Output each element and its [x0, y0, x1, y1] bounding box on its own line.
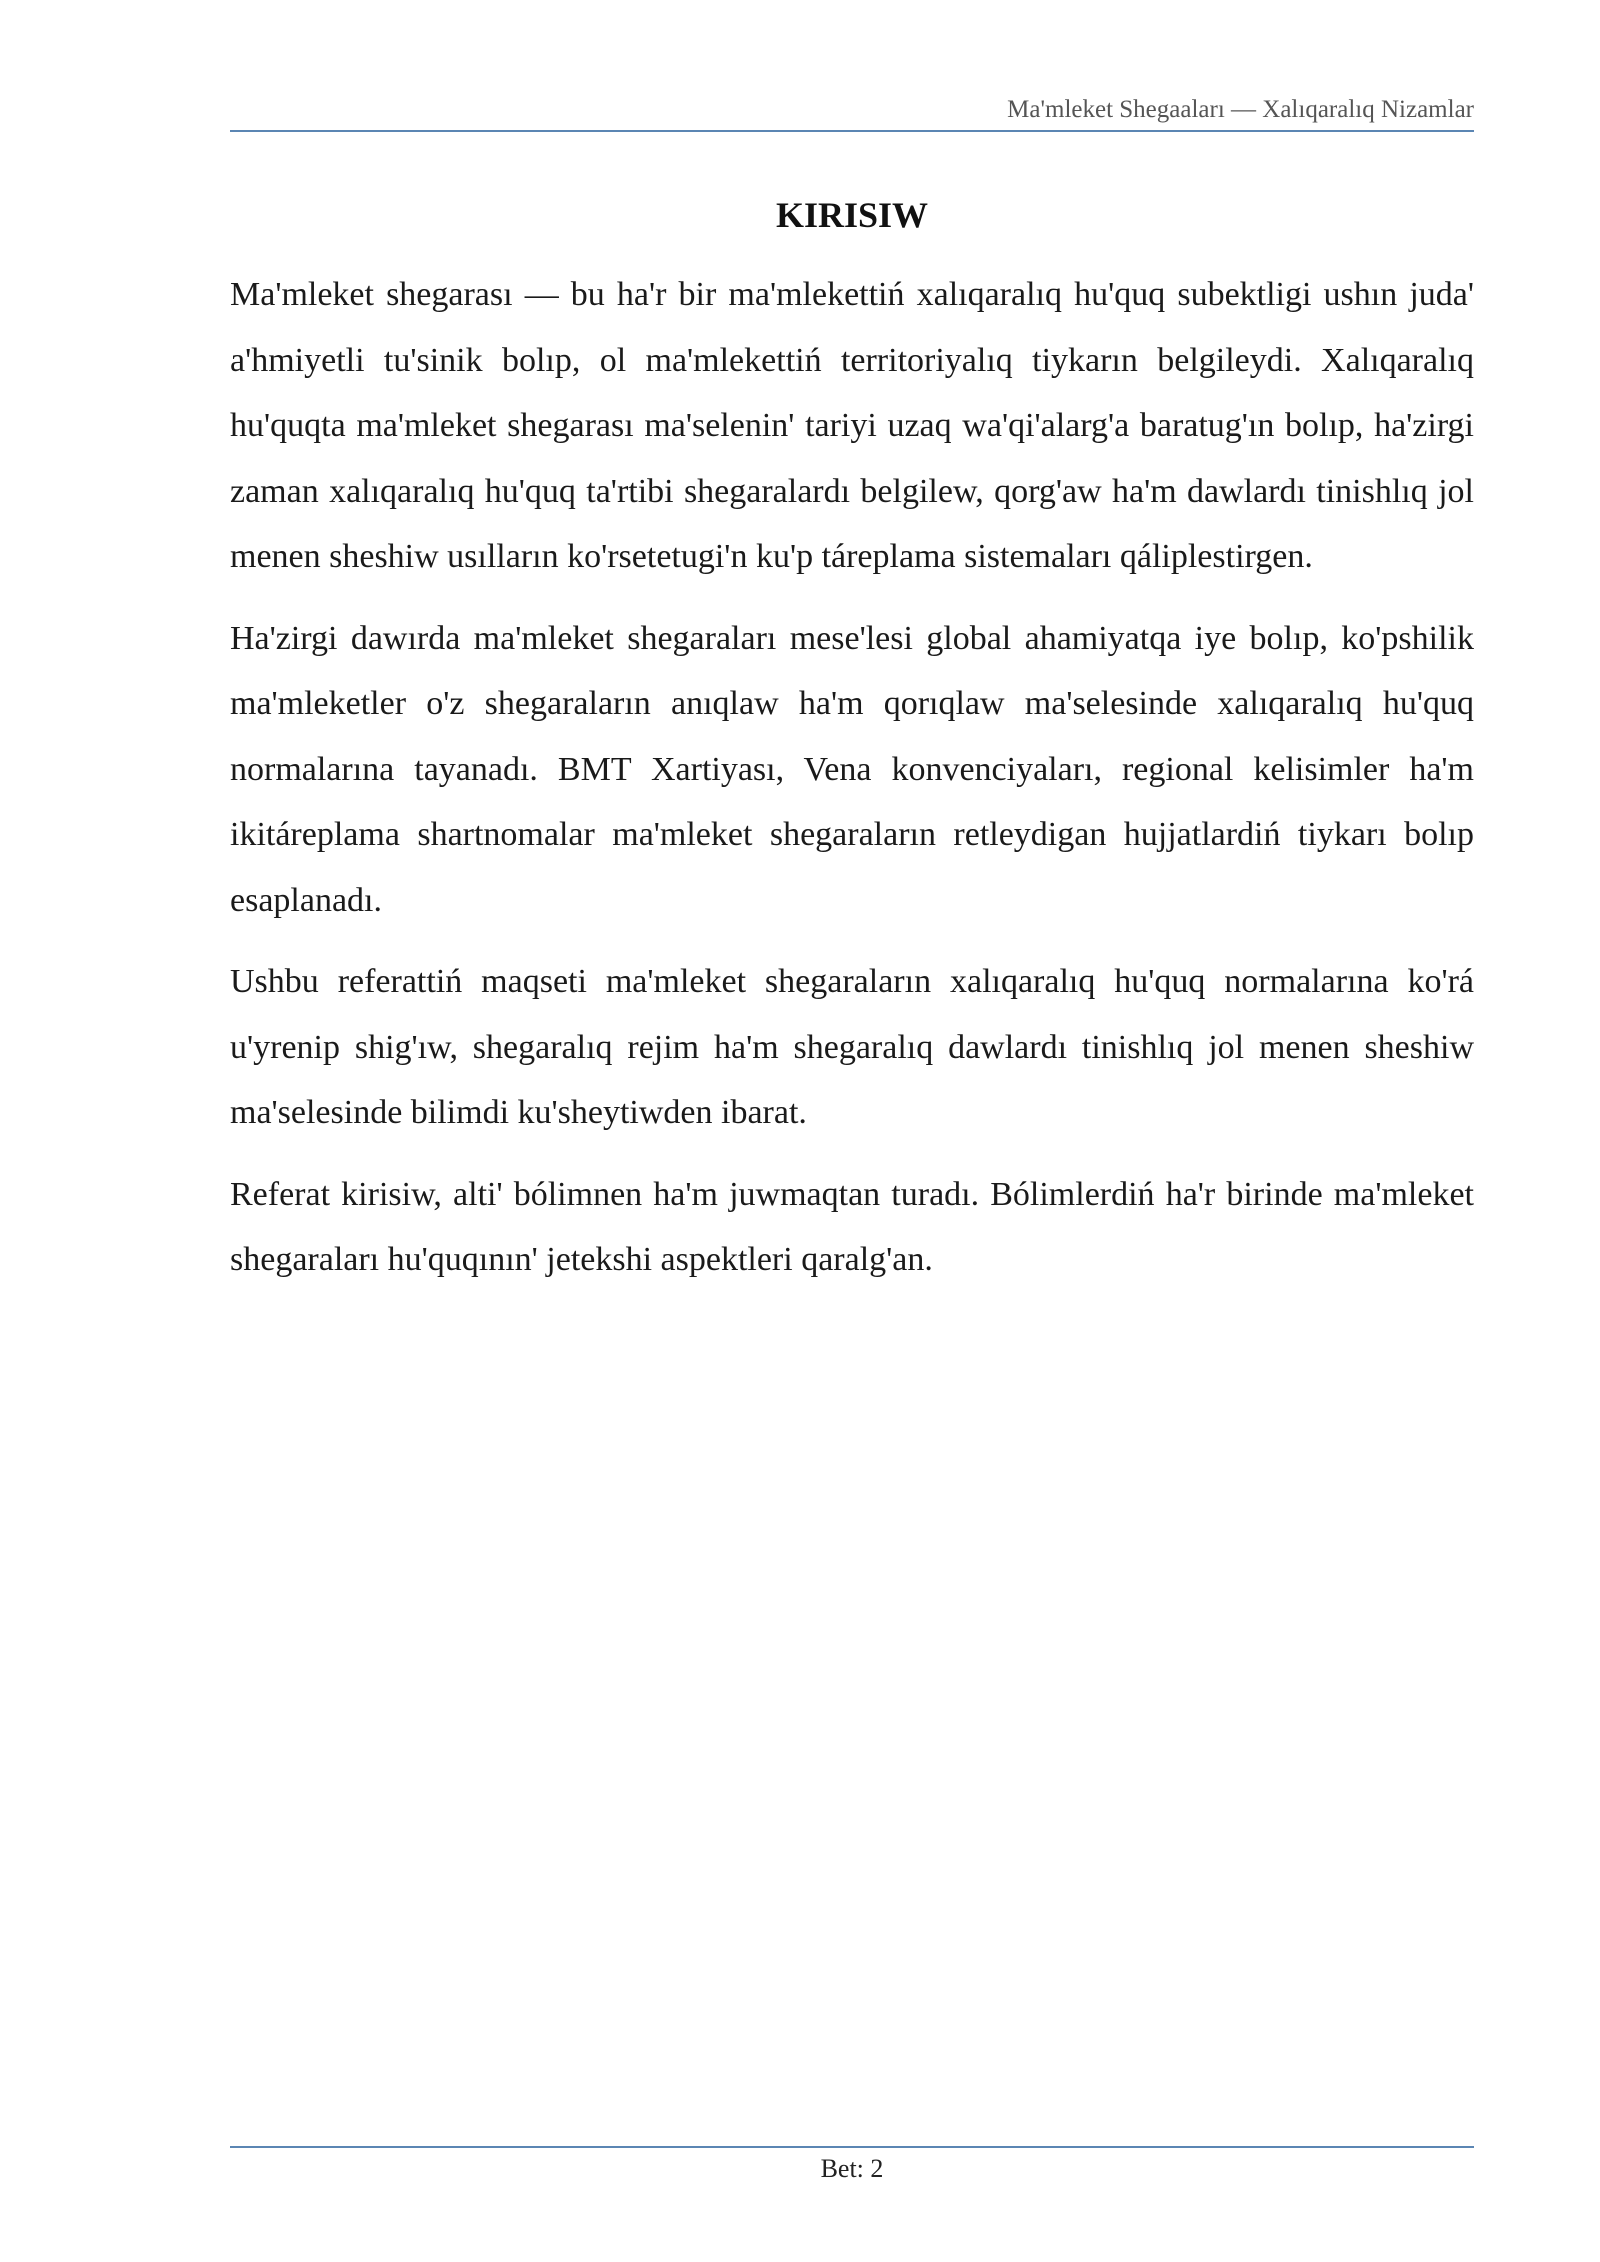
- paragraph-4: Referat kirisiw, alti' bólimnen ha'm juwmaqtan turadı. Bólimlerdiń ha'r birinde ma'mleket shegaraları hu'quqının' jetekshi aspektleri qaralg'an.: [230, 1175, 1474, 1278]
- paragraph-3: Ushbu referattiń maqseti ma'mleket shegaraların xalıqaralıq hu'quq normalarına ko'rá u'yrenip shig'ıw, shegaralıq rejim ha'm shegaralıq dawlardı tinishlıq jol menen sheshiw ma'selesinde bilimdi ku'sheytiwden ibarat.: [230, 963, 1474, 1131]
- running-header: Ma'mleket Shegaaları — Xalıqaralıq Nizamlar: [1007, 96, 1474, 123]
- paragraph-2: Ha'zirgi dawırda ma'mleket shegaraları mese'lesi global ahamiyatqa iye bolıp, ko'pshilik ma'mleketler o'z shegaraların anıqlaw ha'm qorıqlaw ma'selesinde xalıqaralıq hu'quq normalarına tayanadı. BMT Xartiyası, Vena konvenciyaları, regional kelisimler ha'm ikitáreplama shartnomalar ma'mleket shegaraların retleydigan hujjatlardiń tiykarı bolıp esaplanadı.: [230, 619, 1474, 919]
- header-divider: [230, 130, 1474, 132]
- section-title: KIRISIW: [775, 195, 929, 235]
- footer-divider: [230, 2146, 1474, 2148]
- page-number: Bet: 2: [820, 2154, 884, 2183]
- paragraph-1: Ma'mleket shegarası — bu ha'r bir ma'mlekettiń xalıqaralıq hu'quq subektligi ushın juda' a'hmiyetli tu'sinik bolıp, ol ma'mlekettiń territoriyalıq tiykarın belgileydi. Xalıqaralıq hu'quqta ma'mleket shegarası ma'selenin' tariyi uzaq wa'qi'alarg'a baratug'ın bolıp, ha'zirgi zaman xalıqaralıq hu'quq ta'rtibi shegaralardı belgilew, qorg'aw ha'm dawlardı tinishlıq jol menen sheshiw usılların ko'rsetetugi'n ku'p táreplama sistemaları qáliplestirgen.: [230, 276, 1474, 575]
- section-body: [230, 262, 1474, 1309]
